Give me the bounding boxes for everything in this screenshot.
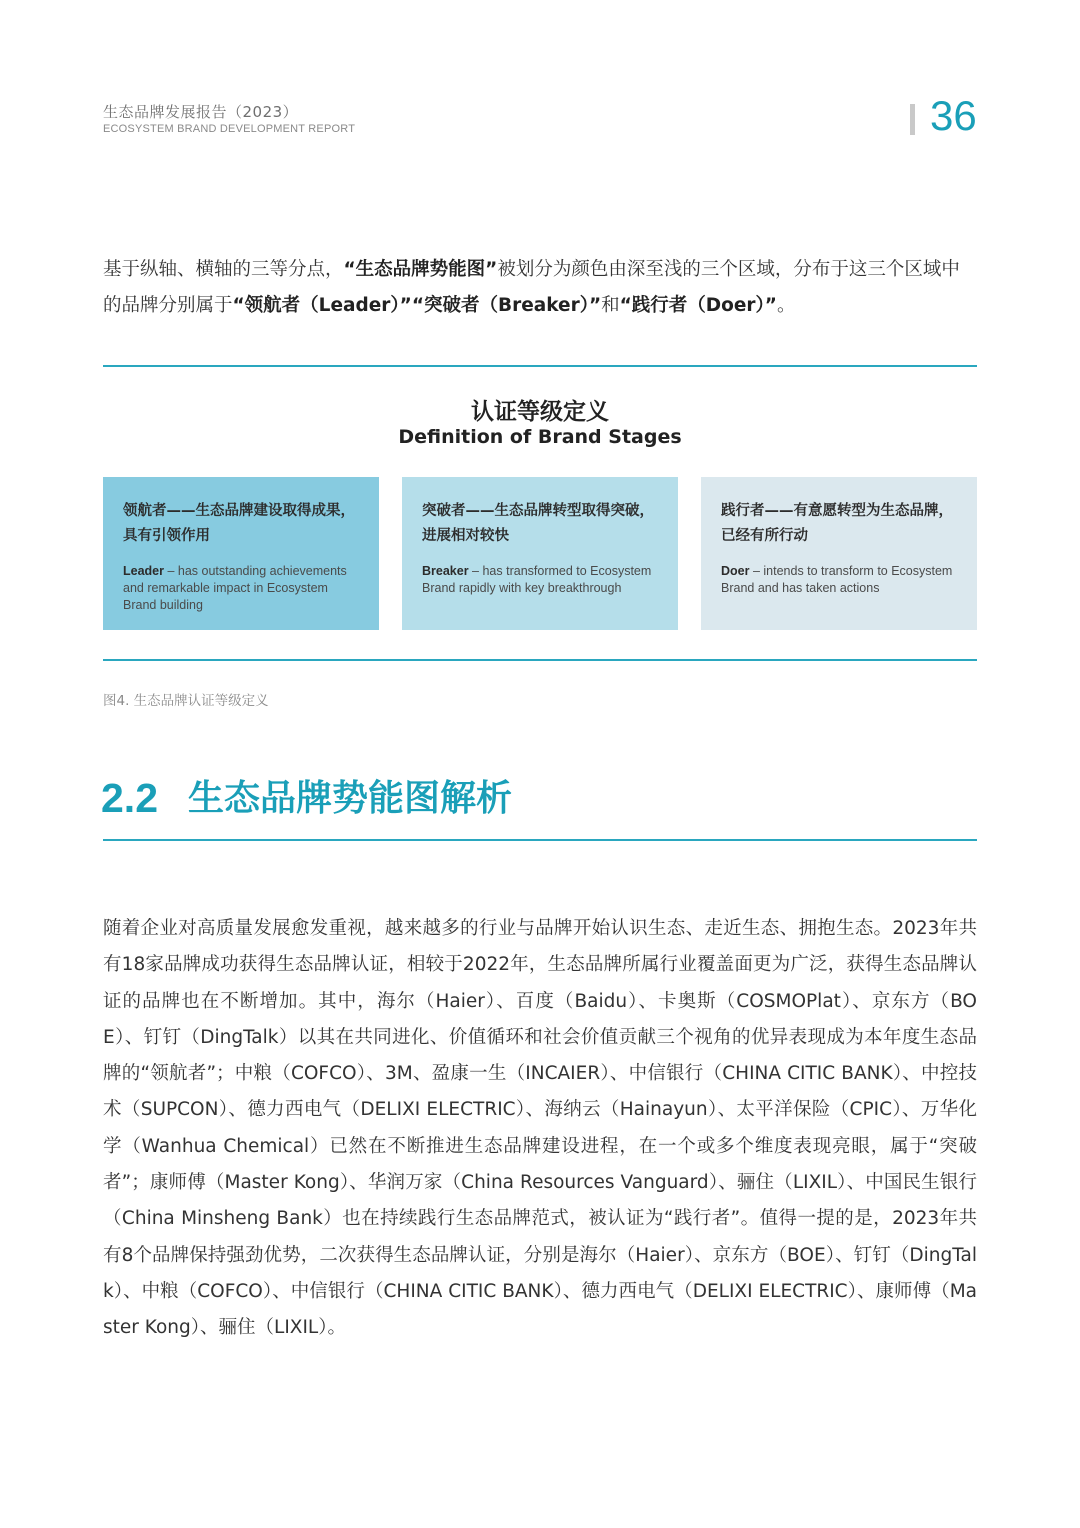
intro-bold-1: “生态品牌势能图”	[343, 259, 498, 280]
page-number-divider	[910, 104, 915, 135]
stage-card-leader	[103, 477, 379, 630]
stage-card-en-text: – has outstanding achievements and remarkable impact in Ecosystem Brand building	[123, 564, 347, 612]
page-number: 36	[930, 92, 977, 139]
intro-text-4: 。	[776, 295, 796, 316]
stage-card-en-lead: Doer	[721, 564, 750, 578]
section-title: 生态品牌势能图解析	[188, 778, 513, 819]
intro-text-3: 和	[601, 295, 620, 316]
stage-card-en-lead: Breaker	[422, 564, 469, 578]
intro-paragraph	[103, 252, 977, 324]
intro-text-2: 被划分为颜色由深至浅的三个区域，分布于这三个区域中的品牌分别属于	[103, 259, 960, 316]
intro-text-1: 基于纵轴、横轴的三等分点，	[103, 259, 344, 280]
stage-card-cn: 践行者——有意愿转型为生态品牌，已经有所行动	[721, 503, 953, 544]
stage-card-en-lead: Leader	[123, 564, 164, 578]
report-subtitle: ECOSYSTEM BRAND DEVELOPMENT REPORT	[103, 123, 356, 135]
report-title: 生态品牌发展报告（2023）	[103, 103, 299, 121]
stage-card-breaker	[402, 477, 678, 630]
stage-card-cn: 领航者——生态品牌建设取得成果，具有引领作用	[123, 503, 355, 544]
section-rule	[103, 839, 977, 841]
stage-card-en	[123, 563, 359, 614]
figure-title-en: Definition of Brand Stages	[398, 426, 682, 448]
figure-caption: 图4. 生态品牌认证等级定义	[103, 693, 269, 709]
section-number: 2.2	[101, 775, 158, 821]
stage-card-en	[721, 563, 957, 597]
intro-bold-3: “践行者（Doer）”	[619, 295, 777, 316]
intro-bold-2: “领航者（Leader）”“突破者（Breaker）”	[232, 295, 602, 316]
stage-card-doer	[701, 477, 977, 630]
stage-card-cn: 突破者——生态品牌转型取得突破，进展相对较快	[422, 503, 654, 544]
stage-card-en-text: – intends to transform to Ecosystem Brand and has taken actions	[721, 564, 953, 595]
body-paragraph: 随着企业对高质量发展愈发重视，越来越多的行业与品牌开始认识生态、走近生态、拥抱生态。2023年共有18家品牌成功获得生态品牌认证，相较于2022年，生态品牌所属行业覆盖面更为广泛，获得生态品牌认证的品牌也在不断增加。其中，海尔（Haier）、百度（Baidu）、卡奥斯（COSMOPlat）、京东方（BOE）、钉钉（DingTalk）以其在共同进化、价值循环和社会价值贡献三个视角的优异表现成为本年度生态品牌的“领航者”；中粮（COFCO）、3M、盈康一生（INCAIER）、中信银行（CHINA CITIC BANK）、中控技术（SUPCON）、德力西电气（DELIXI ELECTRIC）、海纳云（Hainayun）、太平洋保险（CPIC）、万华化学（Wanhua Chemical）已然在不断推进生态品牌建设进程，在一个或多个维度表现亮眼，属于“突破者”；康师傅（Master Kong）、华润万家（China Resources Vanguard）、骊住（LIXIL）、中国民生银行（China Minsheng Bank）也在持续践行生态品牌范式，被认证为“践行者”。值得一提的是，2023年共有8个品牌保持强劲优势，二次获得生态品牌认证，分别是海尔（Haier）、京东方（BOE）、钉钉（DingTalk）、中粮（COFCO）、中信银行（CHINA CITIC BANK）、德力西电气（DELIXI ELECTRIC）、康师傅（Master Kong）、骊住（LIXIL）。	[103, 918, 977, 1339]
figure-title-cn: 认证等级定义	[471, 399, 609, 425]
figure-top-rule	[103, 365, 977, 367]
figure-bottom-rule	[103, 659, 977, 661]
stage-card-en	[422, 563, 658, 597]
stage-card-en-text: – has transformed to Ecosystem Brand rapidly with key breakthrough	[422, 564, 652, 595]
